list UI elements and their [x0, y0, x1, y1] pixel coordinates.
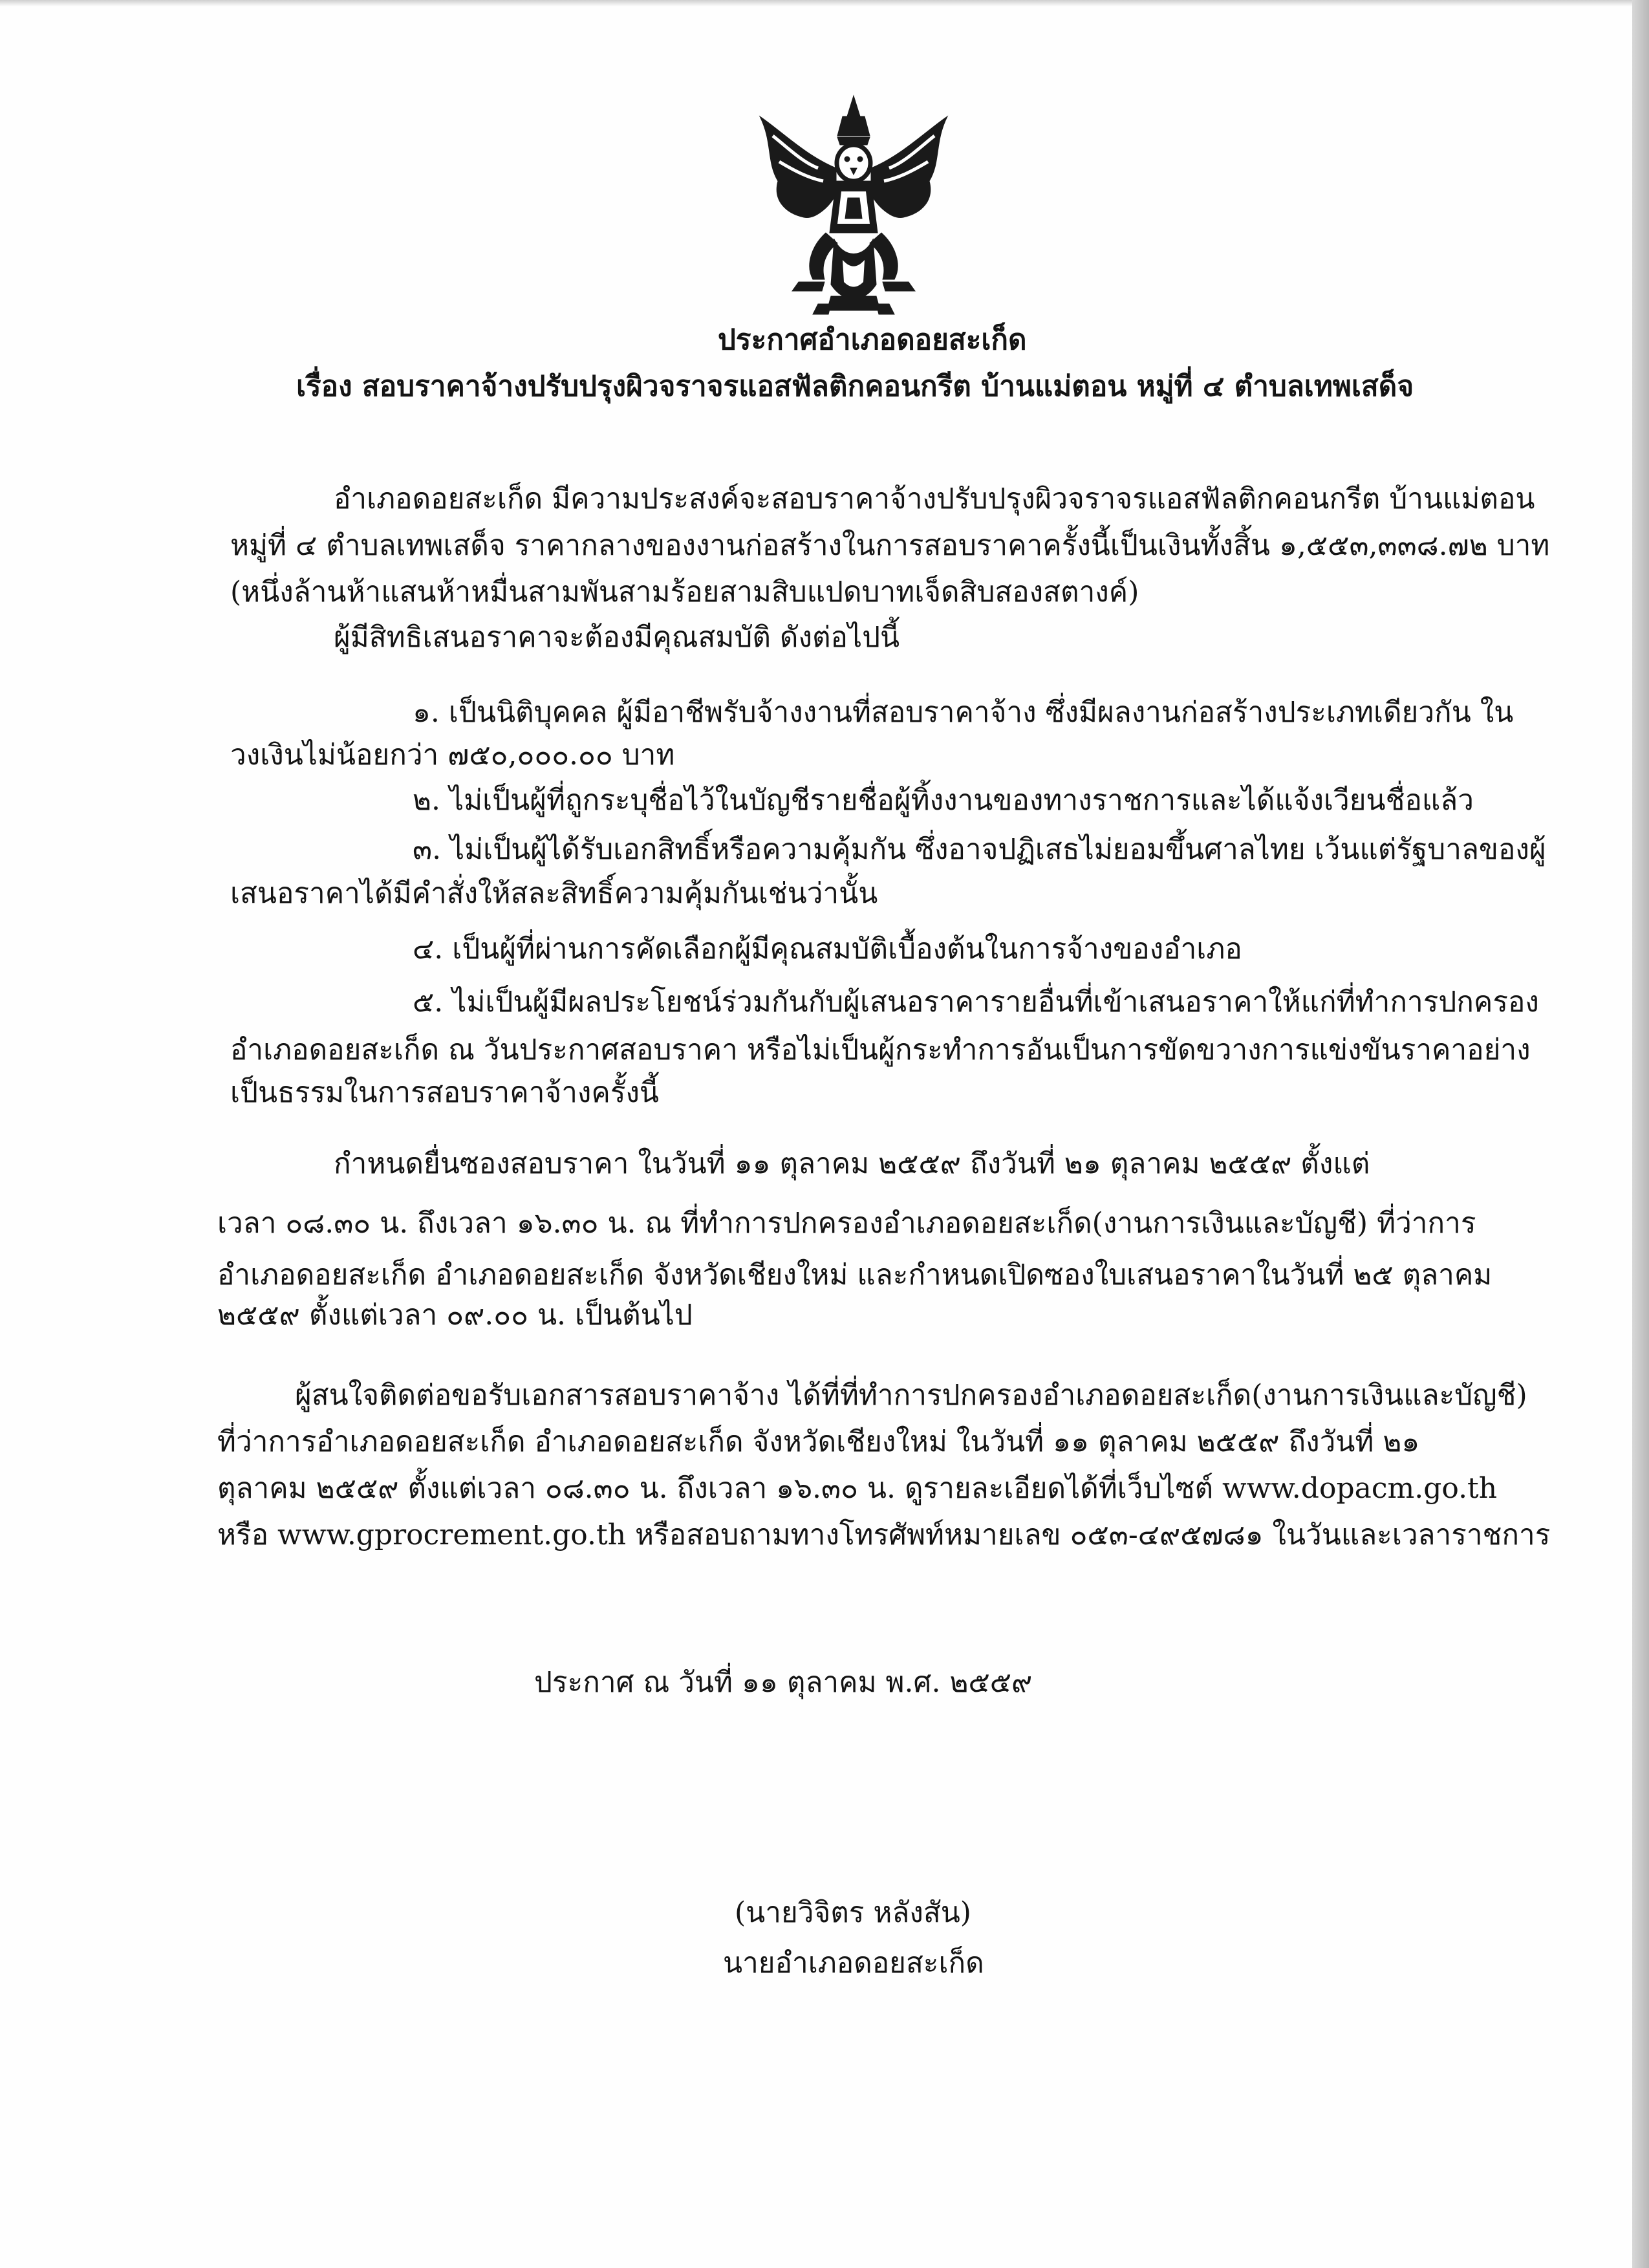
contact-line: ตุลาคม ๒๕๕๙ ตั้งแต่เวลา ๐๘.๓๐ น. ถึงเวลา ๑๖.๓๐ น. ดูรายละเอียดได้ที่เว็บไซต์ www.dopacm.go.th — [217, 1472, 1498, 1505]
qualification-line: เสนอราคาได้มีคำสั่งให้สละสิทธิ์ความคุ้มกันเช่นว่านั้น — [230, 877, 878, 910]
schedule-line: กำหนดยื่นซองสอบราคา ในวันที่ ๑๑ ตุลาคม ๒๕๕๙ ถึงวันที่ ๒๑ ตุลาคม ๒๕๕๙ ตั้งแต่ — [334, 1147, 1370, 1180]
announcement-date: ประกาศ ณ วันที่ ๑๑ ตุลาคม พ.ศ. ๒๕๕๙ — [534, 1666, 1033, 1699]
schedule-line: เวลา ๐๘.๓๐ น. ถึงเวลา ๑๖.๓๐ น. ณ ที่ทำการปกครองอำเภอดอยสะเก็ด(งานการเงินและบัญชี) ที่ว่าการ — [217, 1207, 1476, 1240]
announcement-title: ประกาศอำเภอดอยสะเก็ด — [718, 323, 1027, 356]
intro-line: หมู่ที่ ๔ ตำบลเทพเสด็จ ราคากลางของงานก่อสร้างในการสอบราคาครั้งนี้เป็นเงินทั้งสิ้น ๑,๕๕๓,๓๓๘.๗๒ บาท — [230, 529, 1550, 562]
scan-top-edge — [0, 0, 1649, 6]
qualification-line: ๑. เป็นนิติบุคคล ผู้มีอาชีพรับจ้างงานที่สอบราคาจ้าง ซึ่งมีผลงานก่อสร้างประเภทเดียวกัน ใน — [413, 696, 1514, 729]
qualification-line: ๕. ไม่เป็นผู้มีผลประโยชน์ร่วมกันกับผู้เสนอราคารายอื่นที่เข้าเสนอราคาให้แก่ที่ทำการปกครอง — [413, 986, 1539, 1019]
qualification-line: ๓. ไม่เป็นผู้ได้รับเอกสิทธิ์หรือความคุ้มกัน ซึ่งอาจปฏิเสธไม่ยอมขึ้นศาลไทย เว้นแต่รัฐบาลของผู้ — [413, 833, 1546, 866]
announcement-subject: เรื่อง สอบราคาจ้างปรับปรุงผิวจราจรแอสฟัลติกคอนกรีต บ้านแม่ตอน หมู่ที่ ๔ ตำบลเทพเสด็จ — [296, 370, 1414, 403]
contact-line: ที่ว่าการอำเภอดอยสะเก็ด อำเภอดอยสะเก็ด จังหวัดเชียงใหม่ ในวันที่ ๑๑ ตุลาคม ๒๕๕๙ ถึงวันที่ ๒๑ — [217, 1425, 1420, 1458]
qualification-line: อำเภอดอยสะเก็ด ณ วันประกาศสอบราคา หรือไม่เป็นผู้กระทำการอันเป็นการขัดขวางการแข่งขันราคาอย่าง — [230, 1033, 1531, 1066]
schedule-line: ๒๕๕๙ ตั้งแต่เวลา ๐๙.๐๐ น. เป็นต้นไป — [217, 1299, 693, 1332]
signatory-name: (นายวิจิตร หลังสัน) — [735, 1896, 971, 1929]
qualification-line: วงเงินไม่น้อยกว่า ๗๕๐,๐๐๐.๐๐ บาท — [230, 739, 675, 772]
garuda-emblem-icon — [753, 91, 954, 317]
contact-line: ผู้สนใจติดต่อขอรับเอกสารสอบราคาจ้าง ได้ที่ที่ทำการปกครองอำเภอดอยสะเก็ด(งานการเงินและบัญชี) — [295, 1379, 1527, 1412]
intro-line: ผู้มีสิทธิเสนอราคาจะต้องมีคุณสมบัติ ดังต่อไปนี้ — [334, 621, 900, 654]
intro-line: (หนึ่งล้านห้าแสนห้าหมื่นสามพันสามร้อยสามสิบแปดบาทเจ็ดสิบสองสตางค์) — [230, 576, 1139, 609]
intro-line: อำเภอดอยสะเก็ด มีความประสงค์จะสอบราคาจ้างปรับปรุงผิวจราจรแอสฟัลติกคอนกรีต บ้านแม่ตอน — [334, 482, 1535, 515]
scan-right-edge — [1632, 0, 1649, 2268]
qualification-line: ๔. เป็นผู้ที่ผ่านการคัดเลือกผู้มีคุณสมบัติเบื้องต้นในการจ้างของอำเภอ — [413, 933, 1242, 966]
contact-line: หรือ www.gprocrement.go.th หรือสอบถามทางโทรศัพท์หมายเลข ๐๕๓-๔๙๕๗๘๑ ในวันและเวลาราชการ — [217, 1518, 1551, 1551]
schedule-line: อำเภอดอยสะเก็ด อำเภอดอยสะเก็ด จังหวัดเชียงใหม่ และกำหนดเปิดซองใบเสนอราคาในวันที่ ๒๕ ตุลาคม — [217, 1258, 1493, 1291]
signatory-position: นายอำเภอดอยสะเก็ด — [723, 1947, 984, 1980]
qualification-line: เป็นธรรมในการสอบราคาจ้างครั้งนี้ — [230, 1076, 660, 1109]
qualification-line: ๒. ไม่เป็นผู้ที่ถูกระบุชื่อไว้ในบัญชีรายชื่อผู้ทิ้งงานของทางราชการและได้แจ้งเวียนชื่อแล้ว — [413, 784, 1474, 817]
